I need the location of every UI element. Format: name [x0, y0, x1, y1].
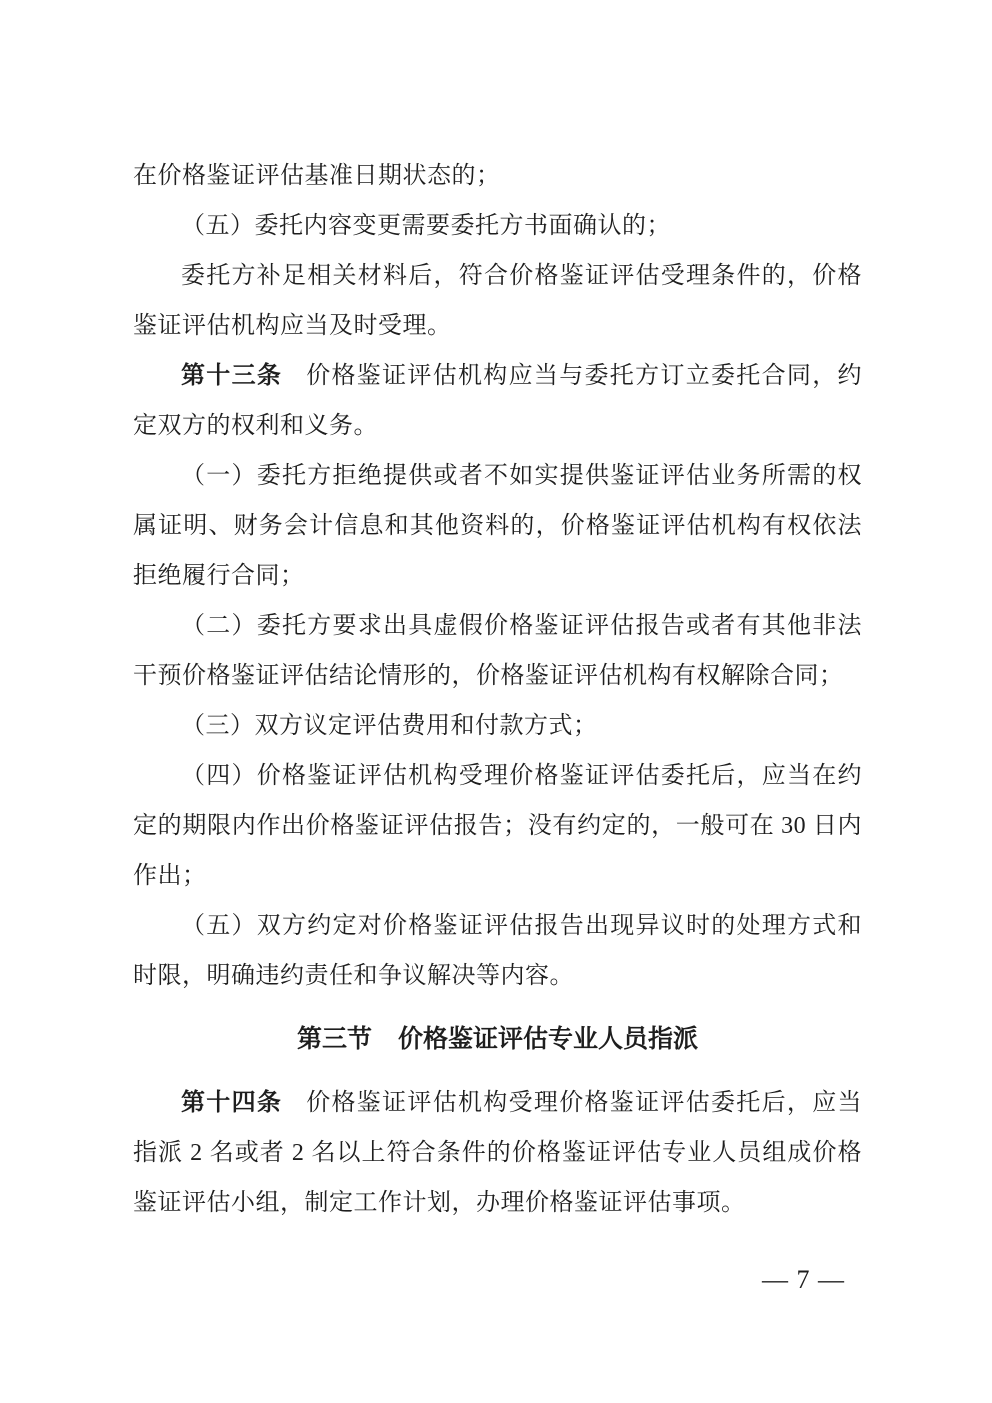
line-text: 价格鉴证评估机构应当与委托方订立委托合同，约 — [306, 363, 863, 389]
paragraph-line: 属证明、财务会计信息和其他资料的，价格鉴证评估机构有权依法 — [133, 513, 862, 539]
paragraph — [133, 901, 862, 1001]
section-title: 价格鉴证评估专业人员指派 — [398, 1026, 699, 1053]
paragraph-line: （五）双方约定对价格鉴证评估报告出现异议时的处理方式和 — [181, 913, 862, 939]
paragraph — [133, 451, 862, 601]
paragraph-line: 干预价格鉴证评估结论情形的，价格鉴证评估机构有权解除合同； — [133, 663, 844, 689]
paragraph-line: （五）委托内容变更需要委托方书面确认的； — [181, 213, 671, 239]
paragraph-line: 定的期限内作出价格鉴证评估报告；没有约定的，一般可在 30 日内 — [133, 813, 862, 839]
document-body — [133, 151, 862, 1228]
paragraph-article-14 — [133, 1078, 862, 1228]
paragraph — [133, 601, 862, 701]
paragraph-line: 委托方补足相关材料后，符合价格鉴证评估受理条件的，价格 — [181, 263, 862, 289]
article-number: 第十三条 — [181, 363, 283, 389]
paragraph-article-13 — [133, 351, 862, 451]
paragraph-line — [133, 1078, 862, 1128]
paragraph-line: （二）委托方要求出具虚假价格鉴证评估报告或者有其他非法 — [181, 613, 862, 639]
paragraph-line: 作出； — [133, 863, 207, 889]
paragraph-line: 指派 2 名或者 2 名以上符合条件的价格鉴证评估专业人员组成价格 — [133, 1140, 862, 1166]
section-number: 第三节 — [296, 1026, 372, 1053]
section-heading — [133, 1015, 862, 1065]
paragraph-line: 定双方的权利和义务。 — [133, 413, 378, 439]
paragraph — [133, 701, 862, 751]
paragraph — [133, 251, 862, 351]
paragraph-line: 鉴证评估机构应当及时受理。 — [133, 313, 452, 339]
paragraph-line: 拒绝履行合同； — [133, 563, 305, 589]
paragraph-line — [133, 351, 862, 401]
paragraph — [133, 151, 862, 201]
paragraph-line: 在价格鉴证评估基准日期状态的； — [133, 163, 501, 189]
paragraph-line: （三）双方议定评估费用和付款方式； — [181, 713, 598, 739]
article-number: 第十四条 — [181, 1090, 283, 1116]
line-text: 价格鉴证评估机构受理价格鉴证评估委托后，应当 — [306, 1090, 863, 1116]
paragraph-line: 鉴证评估小组，制定工作计划，办理价格鉴证评估事项。 — [133, 1190, 746, 1216]
paragraph-line: 时限，明确违约责任和争议解决等内容。 — [133, 963, 574, 989]
paragraph — [133, 201, 862, 251]
paragraph — [133, 751, 862, 901]
paragraph-line: （一）委托方拒绝提供或者不如实提供鉴证评估业务所需的权 — [181, 463, 862, 489]
paragraph-line: （四）价格鉴证评估机构受理价格鉴证评估委托后，应当在约 — [181, 763, 862, 789]
page-number: — 7 — — [762, 1265, 845, 1294]
